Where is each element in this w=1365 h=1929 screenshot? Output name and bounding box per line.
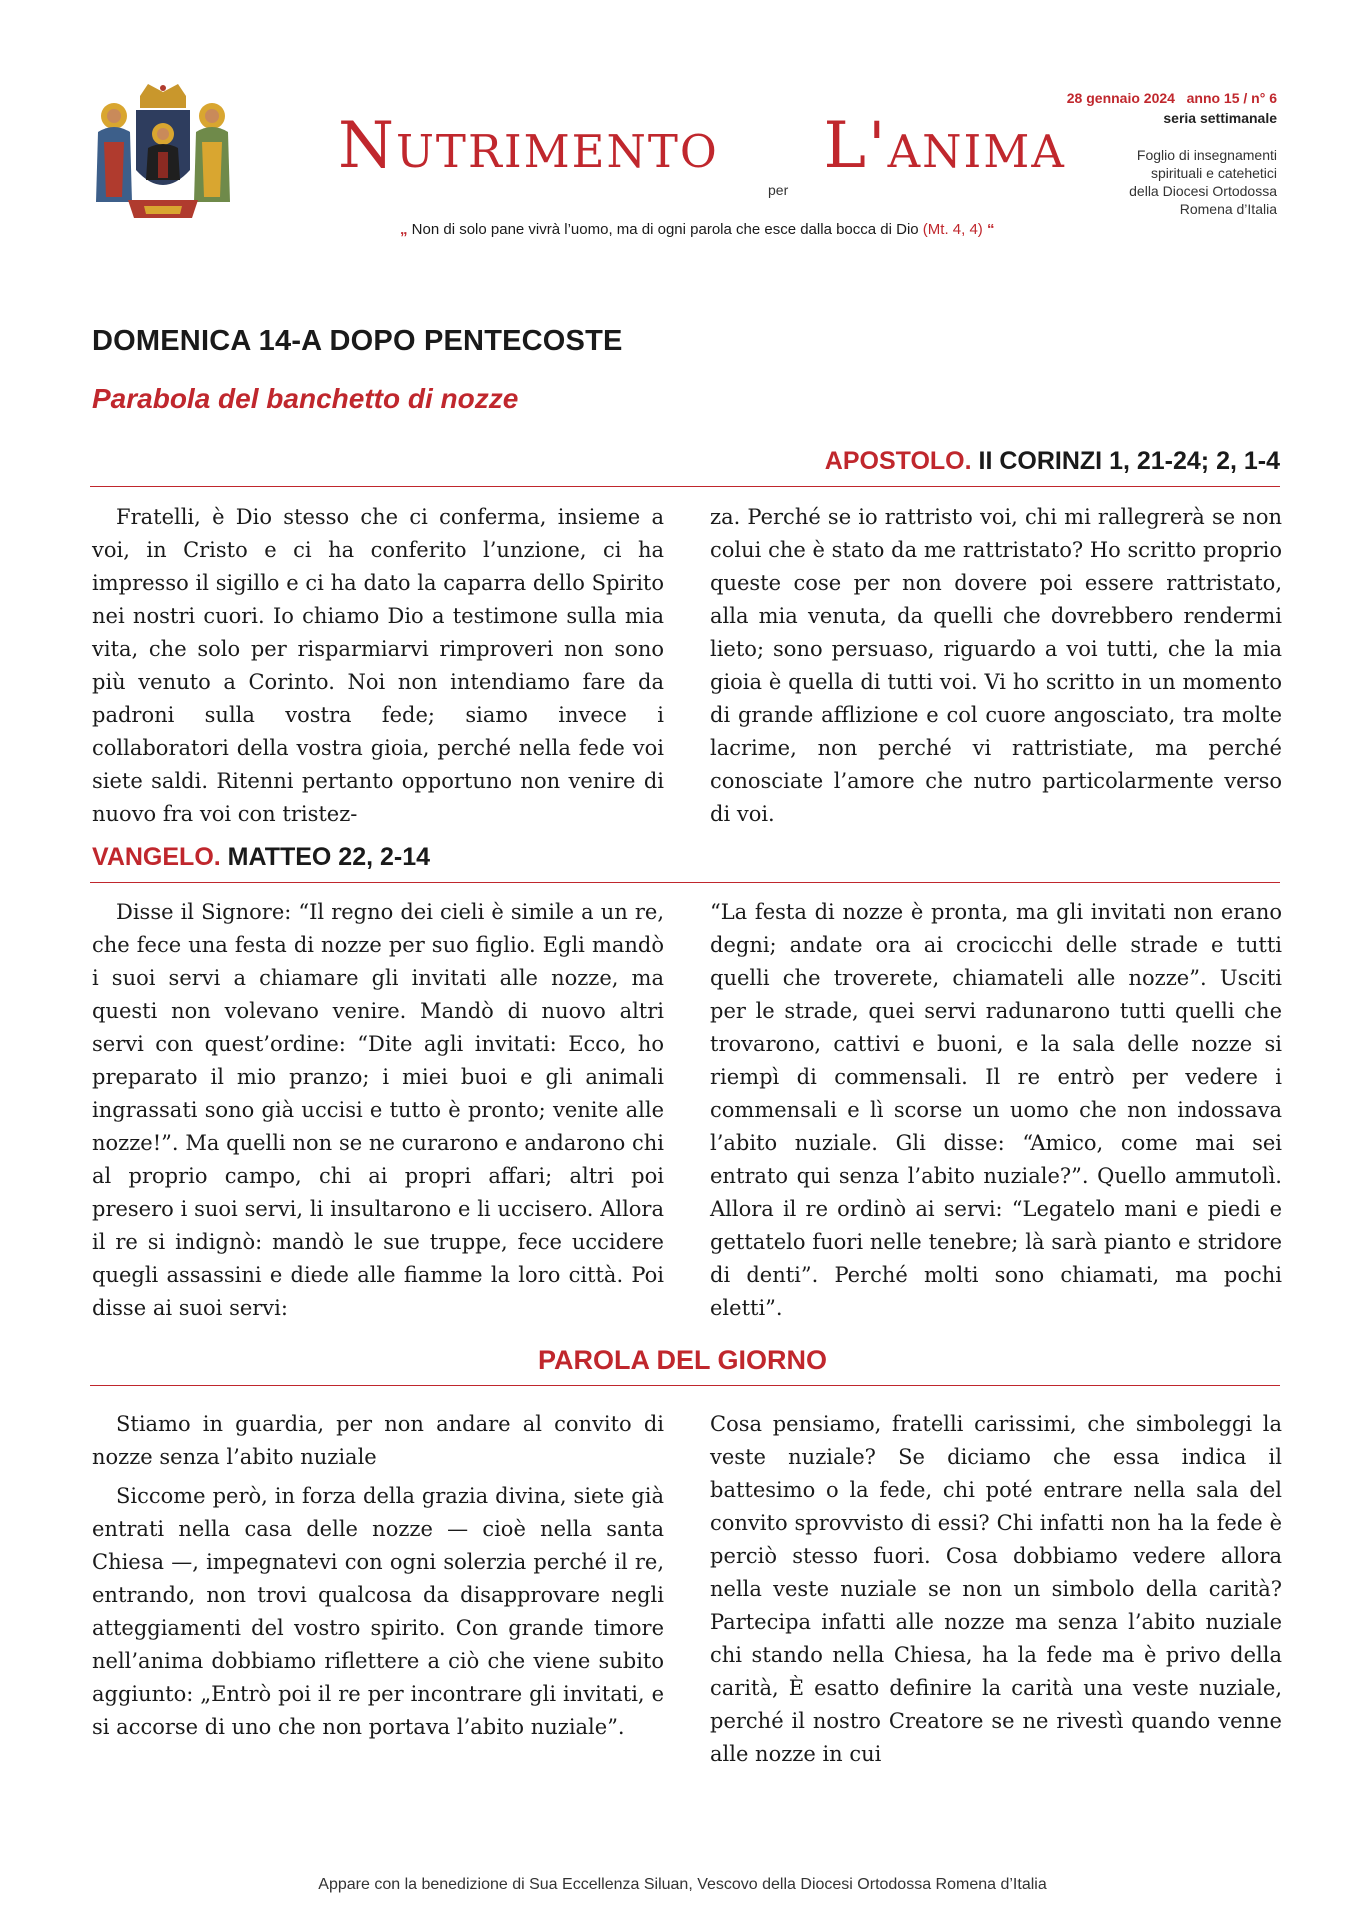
section-divider (90, 882, 1280, 883)
footer-blessing: Appare con la benedizione di Sua Eccellenza Siluan, Vescovo della Diocesi Ortodossa Romena d’Italia (318, 1876, 1047, 1893)
parola-left-text: Siccome però, in forza della grazia divina, siete già entrati nella casa delle nozze — cioè nella santa Chiesa —, impegnatevi con ogni solerzia perché il re, entrando, non trovi qualcosa da disapprovare negli atteggiamenti del vostro spirito. Con grande timore nell’anima dobbiamo riflettere a ciò che viene subito aggiunto: „Entrò poi il re per incontrare gli invitati, e si accorse di uno che non portava l’abito nuziale”. (92, 1484, 664, 1739)
vangelo-left-text: Disse il Signore: “Il regno dei cieli è simile a un re, che fece una festa di nozze per suo figlio. Egli mandò i suoi servi a chiamare gli invitati alle nozze, ma questi non volevano venire. Mandò di nuovo altri servi con quest’ordine: “Dite agli invitati: Ecco, ho preparato il mio pranzo; i miei buoi e gli animali ingrassati sono già uccisi e tutto è pronto; venite alle nozze!”. Ma quelli non se ne curarono e andarono chi al proprio campo, chi ai propri affari; altri poi presero i suoi servi, li insultarono e li uccisero. Allora il re si indignò: mandò le sue truppe, fece uccidere quegli assassini e diede alle fiamme la loro città. Poi disse ai suoi servi: (92, 900, 664, 1320)
section-divider (90, 486, 1280, 487)
parola-heading: PAROLA DEL GIORNO (537, 1345, 827, 1375)
motto-reference: (Mt. 4, 4) (922, 221, 983, 238)
day-subtitle: Parabola del banchetto di nozze (92, 383, 519, 414)
masthead-title (338, 100, 1066, 198)
issue-frequency: seria settimanale (1163, 110, 1277, 126)
description-line: Romena d’Italia (1179, 201, 1277, 217)
vangelo-label: VANGELO. (92, 843, 221, 871)
parola-right-column (710, 1408, 1282, 1771)
apostolo-right-column (710, 501, 1282, 831)
motto-close-quote: “ (982, 221, 995, 238)
parola-left-column (92, 1408, 664, 1744)
vangelo-heading (92, 843, 430, 872)
apostolo-left-column (92, 501, 664, 831)
apostolo-left-text: Fratelli, è Dio stesso che ci conferma, insieme a voi, in Cristo e ci ha conferito l’unzione, ci ha impresso il sigillo e ci ha dato la caparra dello Spirito nei nostri cuori. Io chiamo Dio a testimone sulla mia vita, che solo per risparmiarvi rimproveri non sono più venuto a Corinto. Noi non intendiamo fare da padroni sulla vostra fede; siamo invece i collaboratori della vostra gioia, perché nella fede voi siete saldi. Ritenni pertanto opportuno non venire di nuovo fra voi con tristez- (92, 505, 664, 826)
parola-right-text: Cosa pensiamo, fratelli carissimi, che simboleggi la veste nuziale? Se diciamo che essa indica il battesimo o la fede, chi poté entrare nella sala del convito sprovvisto di essi? Chi infatti non ha la fede è perciò stesso fuori. Cosa dobbiamo vedere allora nella veste nuziale se non un simbolo della carità? Partecipa infatti alle nozze ma senza l’abito nuziale chi stando nella Chiesa, ha la fede ma è privo della carità, È esatto definire la carità una veste nuziale, perché il nostro Creatore se ne rivestì quando venne alle nozze in cui (710, 1412, 1282, 1766)
description-line: Foglio di insegnamenti (1136, 147, 1277, 163)
section-divider (90, 1385, 1280, 1386)
masthead-title-part1: Nutrimento (338, 109, 719, 183)
vangelo-left-column (92, 896, 664, 1325)
day-title: DOMENICA 14-A DOPO PENTECOSTE (92, 325, 623, 357)
motto (400, 221, 1000, 238)
apostolo-reference: II CORINZI 1, 21-24; 2, 1-4 (971, 447, 1280, 475)
vangelo-right-text: “La festa di nozze è pronta, ma gli invitati non erano degni; andate ora ai crocicchi delle strade e tutti quelli che troverete, chiamateli alle nozze”. Usciti per le strade, quei servi radunarono tutti quelli che trovarono, cattivi e buoni, e la sala delle nozze si riempì di commensali. Il re entrò per vedere i commensali e lì scorse un uomo che non indossava l’abito nuziale. Gli disse: “Amico, come mai sei entrato qui senza l’abito nuziale?”. Quello ammutolì. Allora il re ordinò ai servi: “Legatelo mani e piedi e gettatelo fuori nelle tenebre; là sarà pianto e stridore di denti”. Perché molti sono chiamati, ma pochi eletti”. (710, 900, 1282, 1320)
masthead-per: per (768, 182, 789, 198)
vangelo-reference: MATTEO 22, 2-14 (220, 843, 431, 871)
issue-meta (1017, 88, 1277, 218)
apostolo-right-text: za. Perché se io rattristo voi, chi mi rallegrerà se non colui che è stato da me rattristato? Ho scritto proprio queste cose per non dovere poi essere rattristato, alla mia venuta, da quelli che dovrebbero rendermi lieto; sono persuaso, riguardo a voi tutti, che la mia gioia è quella di tutti voi. Vi ho scritto in un momento di grande afflizione e col cuore angosciato, tra molte lacrime, non perché vi rattristiate, ma perché conosciate l’amore che nutro particolarmente verso di voi. (710, 505, 1282, 826)
issue-date-number: 28 gennaio 2024 anno 15 / n° 6 (1066, 90, 1277, 106)
parola-left-intro: Stiamo in guardia, per non andare al convito di nozze senza l’abito nuziale (92, 1412, 664, 1469)
apostolo-label: APOSTOLO. (824, 447, 972, 475)
saints-coat-of-arms-icon (88, 82, 238, 230)
motto-text: Non di solo pane vivrà l’uomo, ma di ogni parola che esce dalla bocca di Dio (407, 221, 923, 238)
motto-open-quote: „ (400, 221, 408, 238)
vangelo-right-column (710, 896, 1282, 1325)
description-line: spirituali e catehetici (1150, 165, 1277, 181)
masthead-title-part2: L'anima (823, 109, 1066, 183)
publication-description (1017, 146, 1277, 218)
description-line: della Diocesi Ortodossa (1129, 183, 1277, 199)
apostolo-heading (825, 447, 1280, 476)
